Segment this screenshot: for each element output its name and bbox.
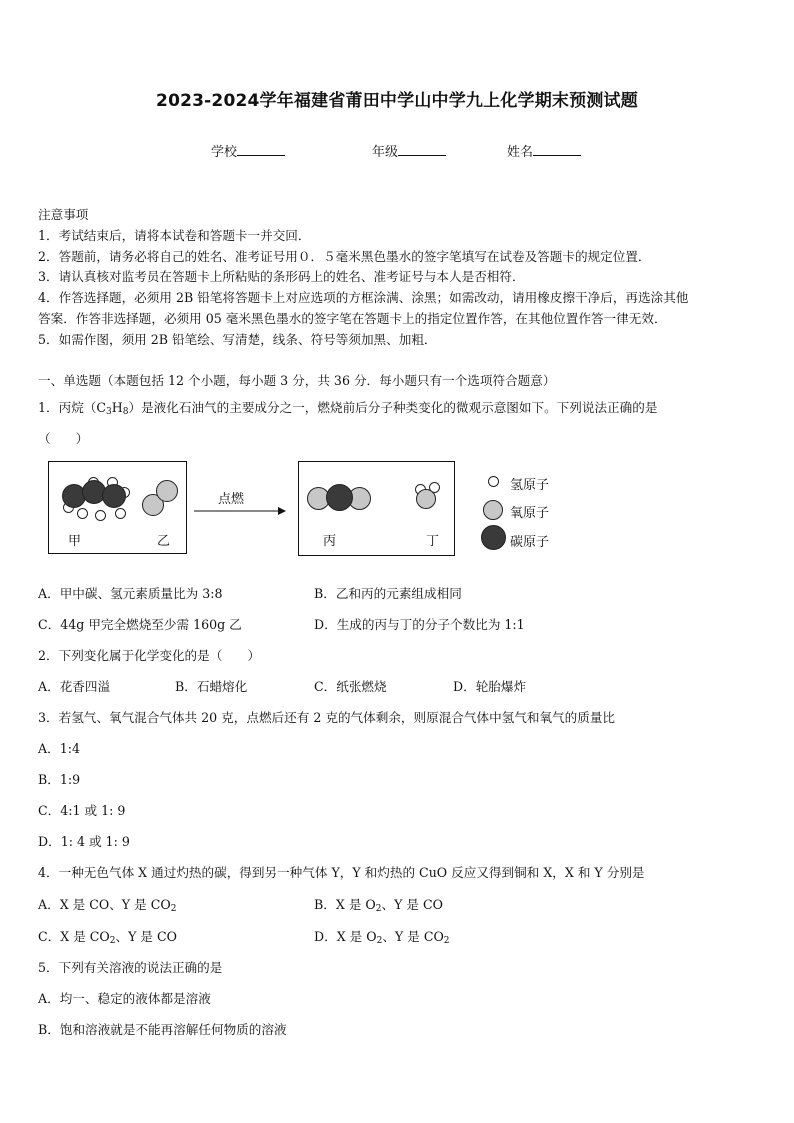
carbon-atom [326, 484, 353, 511]
hydrogen-atom [95, 510, 106, 521]
grade-field [372, 141, 446, 160]
label-yi: 乙 [157, 534, 171, 549]
notice-heading: 注意事项 [38, 207, 89, 222]
q2-option-d[interactable]: D．轮胎爆炸 [453, 679, 527, 694]
q3-option-a[interactable]: A．1:4 [38, 741, 80, 756]
q3-stem: 3．若氢气、氧气混合气体共 20 克，点燃后还有 2 克的气体剩余，则原混合气体中氢气和氧气的质量比 [38, 710, 616, 725]
school-blank[interactable] [237, 143, 285, 156]
hydrogen-atom [77, 508, 88, 519]
legend-hydrogen: 氢原子 [510, 478, 550, 493]
carbon-legend-icon [481, 525, 506, 550]
q4-option-a[interactable]: A．X 是 CO、Y 是 $CO_2$ [38, 897, 177, 914]
q2-stem: 2．下列变化属于化学变化的是（ ） [38, 648, 261, 663]
name-field [507, 141, 581, 160]
q1-option-d[interactable]: D．生成的丙与丁的分子个数比为 1:1 [314, 617, 525, 632]
label-bing: 丙 [323, 534, 337, 549]
q1-option-b[interactable]: B．乙和丙的元素组成相同 [314, 586, 462, 601]
q3-option-b[interactable]: B．1:9 [38, 772, 81, 787]
q2-option-a[interactable]: A．花香四溢 [38, 679, 111, 694]
products-box [298, 461, 455, 556]
notice-item-4-cont: 答案．作答非选择题，必须用 05 毫米黑色墨水的签字笔在答题卡上的指定位置作答，在其他位置作答一律无效． [38, 311, 667, 326]
q5-option-b[interactable]: B．饱和溶液就是不能再溶解任何物质的溶液 [38, 1022, 287, 1037]
name-blank[interactable] [533, 143, 581, 156]
notice-item-3: 3．请认真核对监考员在答题卡上所粘贴的条形码上的姓名、准考证号与本人是否相符． [38, 269, 525, 284]
school-label: 学校 [211, 145, 238, 160]
q4-option-c[interactable]: C．X 是 $CO_2$、Y 是 CO [38, 929, 177, 946]
notice-item-5: 5．如需作图，须用 2B 铅笔绘、写清楚，线条、符号等须加黑、加粗． [38, 332, 437, 347]
legend-carbon: 碳原子 [510, 535, 550, 550]
arrow-label: 点燃 [218, 492, 245, 507]
q1-option-c[interactable]: C．44g 甲完全燃烧至少需 160g 乙 [38, 617, 242, 632]
reaction-arrow-icon [192, 505, 287, 517]
oxygen-atom [416, 489, 436, 509]
q4-option-b[interactable]: B．X 是 $O_2$、Y 是 CO [314, 897, 443, 914]
q2-option-b[interactable]: B．石蜡熔化 [175, 679, 248, 694]
q4-stem: 4．一种无色气体 X 通过灼热的碳，得到另一种气体 Y，Y 和灼热的 CuO 反应又得到铜和 X，X 和 Y 分别是 [38, 865, 645, 880]
q3-option-c[interactable]: C．4:1 或 1: 9 [38, 803, 126, 818]
q2-option-c[interactable]: C．纸张燃烧 [314, 679, 387, 694]
q1-paren: （ ） [38, 431, 89, 446]
notice-item-4: 4．作答选择题，必须用 2B 铅笔将答题卡上对应选项的方框涂满、涂黑；如需改动，请用橡皮擦干净后，再选涂其他 [38, 290, 689, 305]
section-heading: 一、单选题（本题包括 12 个小题，每小题 3 分，共 36 分．每小题只有一个选项符合题意） [38, 373, 556, 388]
hydrogen-atom [115, 508, 126, 519]
q3-option-d[interactable]: D．1: 4 或 1: 9 [38, 834, 130, 849]
grade-label: 年级 [372, 145, 399, 160]
label-jia: 甲 [68, 534, 82, 549]
reactants-box [48, 461, 187, 554]
carbon-atom [102, 484, 126, 508]
school-field [211, 141, 285, 160]
notice-item-1: 1．考试结束后，请将本试卷和答题卡一并交回． [38, 228, 311, 243]
hydrogen-legend-icon [488, 476, 499, 487]
oxygen-legend-icon [483, 500, 503, 520]
q1-stem: 1．丙烷$(C_3H_8)$是液化石油气的主要成分之一，燃烧前后分子种类变化的微观示意图如下。下列说法正确的是 [38, 400, 658, 417]
grade-blank[interactable] [398, 143, 446, 156]
q1-option-a[interactable]: A．甲中碳、氢元素质量比为 3:8 [38, 586, 223, 601]
legend-oxygen: 氧原子 [510, 506, 550, 521]
page-title: 2023-2024学年福建省莆田中学山中学九上化学期末预测试题 [156, 91, 638, 111]
oxygen-atom [156, 480, 178, 502]
notice-item-2: 2．答题前，请务必将自己的姓名、准考证号用０．５毫米黑色墨水的签字笔填写在试卷及答题卡的规定位置． [38, 249, 651, 264]
q5-option-a[interactable]: A．均一、稳定的液体都是溶液 [38, 991, 211, 1006]
label-ding: 丁 [426, 534, 440, 549]
q4-option-d[interactable]: D．X 是 $O_2$、Y 是 $CO_2$ [314, 929, 450, 946]
name-label: 姓名 [507, 145, 534, 160]
q5-stem: 5．下列有关溶液的说法正确的是 [38, 960, 223, 975]
